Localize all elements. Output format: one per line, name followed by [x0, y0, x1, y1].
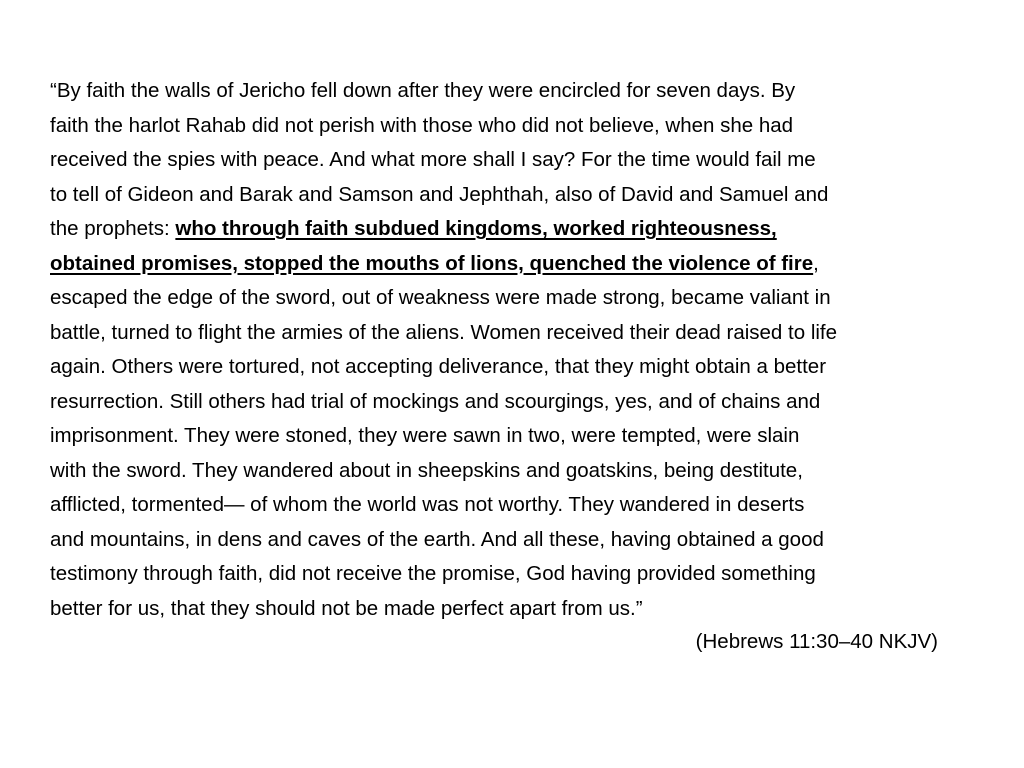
scripture-quote: [50, 74, 985, 626]
quote-line: to tell of Gideon and Barak and Samson and Jephthah, also of David and Samuel and: [50, 182, 829, 206]
quote-line: [50, 247, 985, 282]
scripture-citation: (Hebrews 11:30–40 NKJV): [695, 630, 938, 653]
quote-line: received the spies with peace. And what more shall I say? For the time would fail me: [50, 148, 816, 171]
quote-line: battle, turned to flight the armies of the aliens. Women received their dead raised to life: [50, 320, 838, 344]
quote-line: again. Others were tortured, not accepting deliverance, that they might obtain a better: [50, 355, 827, 378]
quote-line: better for us, that they should not be made perfect apart from us.”: [50, 596, 643, 620]
quote-line: faith the harlot Rahab did not perish with those who did not believe, when she had: [50, 113, 794, 137]
emphasized-text: who through faith subdued kingdoms, worked righteousness,: [175, 217, 777, 240]
quote-line: escaped the edge of the sword, out of weakness were made strong, became valiant in: [50, 286, 831, 309]
quote-line: [50, 212, 985, 247]
quote-line: and mountains, in dens and caves of the earth. And all these, having obtained a good: [50, 527, 824, 551]
quote-line-suffix: ,: [813, 251, 819, 275]
quote-line: afflicted, tormented— of whom the world was not worthy. They wandered in deserts: [50, 493, 805, 516]
quote-line: with the sword. They wandered about in sheepskins and goatskins, being destitute,: [50, 458, 803, 482]
quote-line: “By faith the walls of Jericho fell down after they were encircled for seven days. By: [50, 79, 796, 102]
quote-line: testimony through faith, did not receive the promise, God having provided something: [50, 562, 816, 585]
quote-line-prefix: the prophets:: [50, 217, 176, 240]
emphasized-text: obtained promises, stopped the mouths of lions, quenched the violence of fire: [50, 251, 814, 275]
quote-line: resurrection. Still others had trial of mockings and scourgings, yes, and of chains and: [50, 389, 821, 413]
quote-line: imprisonment. They were stoned, they were sawn in two, were tempted, were slain: [50, 424, 800, 447]
